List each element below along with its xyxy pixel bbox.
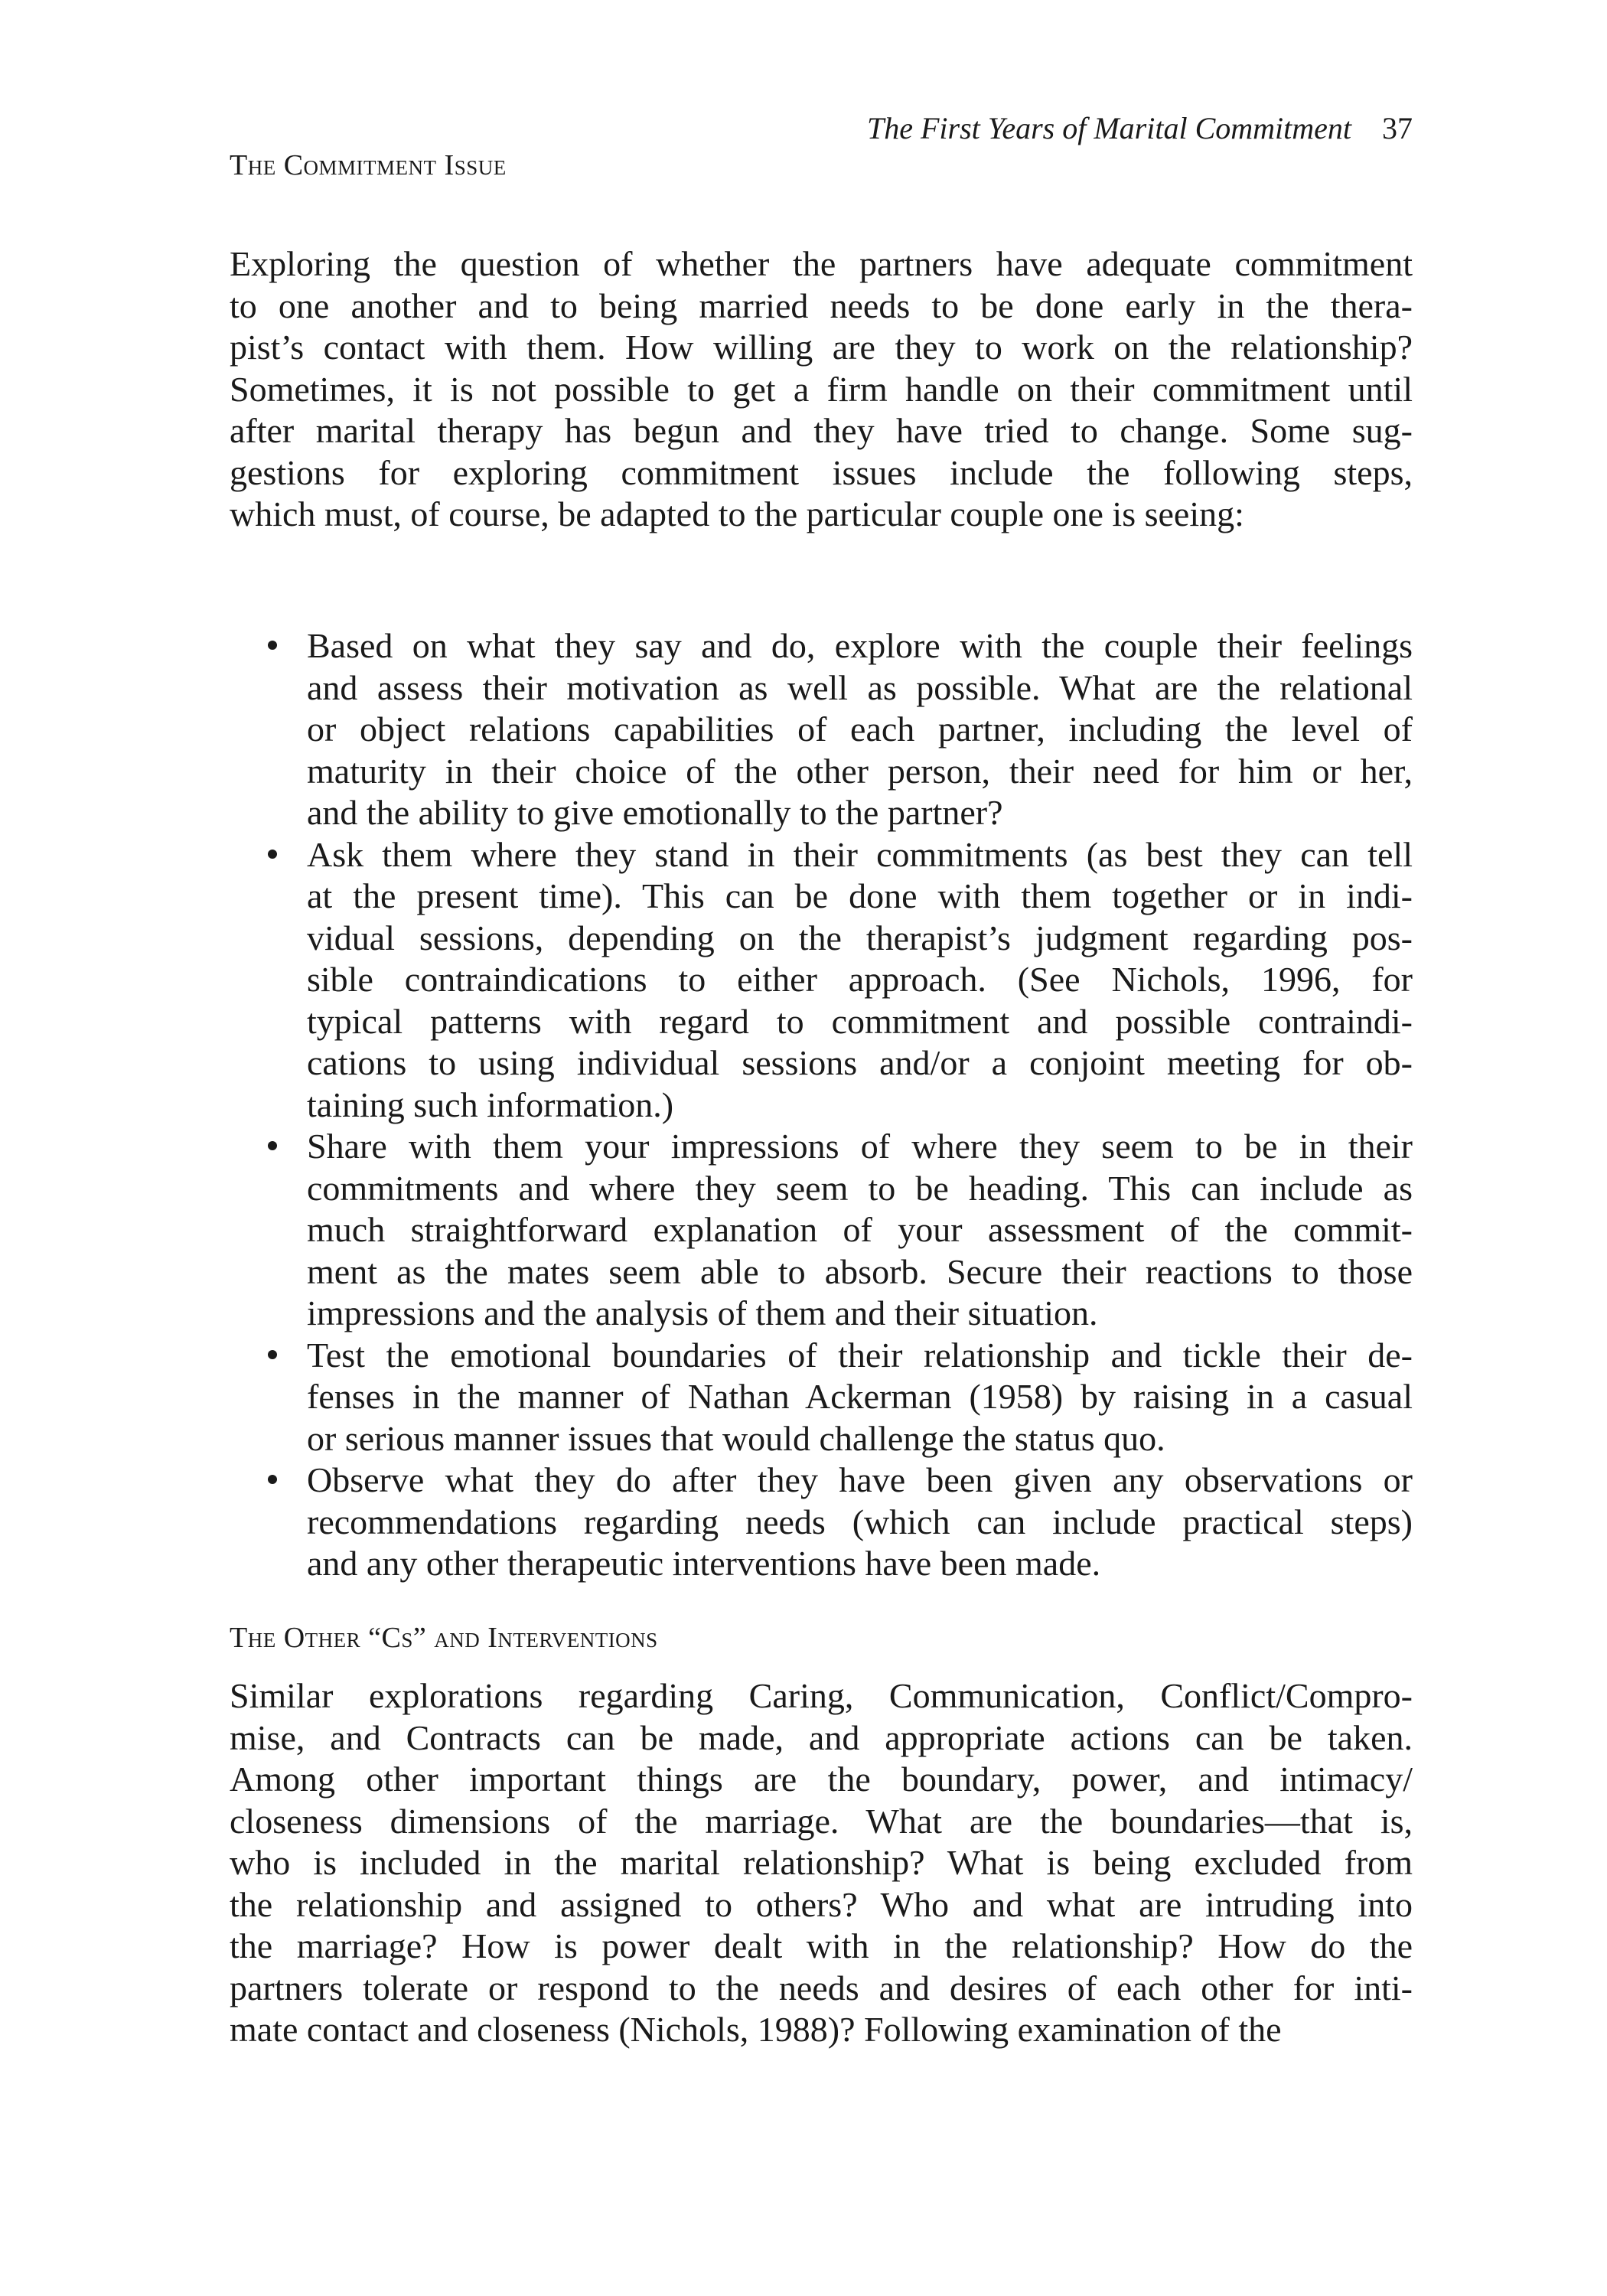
list-item [230, 1335, 1413, 1460]
text-line: to one another and to being married needs to be done early in the thera- [230, 285, 1413, 325]
text-line: gestions for exploring commitment issues include the following steps, [230, 452, 1413, 492]
list-item [230, 1126, 1413, 1335]
paragraph-commitment-intro [230, 243, 1413, 536]
text-line: much straightforward explanation of your assessment of the commit- [307, 1210, 1413, 1249]
running-head-title: The First Years of Marital Commitment [866, 111, 1351, 145]
bullet-icon [268, 1475, 277, 1484]
bullet-list-commitment-steps [230, 625, 1413, 1585]
text-line: at the present time). This can be done with them together or in indi- [307, 876, 1413, 915]
paragraph-other-cs [230, 1675, 1413, 2051]
section-heading-other-cs: The Other “Cs” and Interventions [230, 1622, 658, 1654]
text-line: or object relations capabilities of each partner, including the level of [307, 709, 1413, 748]
bullet-icon [268, 850, 277, 859]
text-line: Share with them your impressions of where they seem to be in their [307, 1127, 1413, 1166]
text-line: and the ability to give emotionally to the partner? [307, 793, 1003, 832]
text-line: ment as the mates seem able to absorb. Secure their reactions to those [307, 1251, 1413, 1291]
bullet-icon [268, 1350, 277, 1359]
text-line: Test the emotional boundaries of their relationship and tickle their de- [307, 1335, 1413, 1375]
bullet-icon [268, 641, 277, 650]
text-line: pist’s contact with them. How willing are they to work on the relationship? [230, 328, 1413, 367]
text-line: and any other therapeutic interventions have been made. [307, 1544, 1101, 1583]
text-line: Ask them where they stand in their commitments (as best they can tell [307, 834, 1413, 874]
section-heading-commitment-issue: The Commitment Issue [230, 149, 507, 181]
text-line: mise, and Contracts can be made, and appropriate actions can be taken. [230, 1717, 1413, 1757]
text-line: mate contact and closeness (Nichols, 1988)? Following examination of the [230, 2010, 1282, 2049]
text-line: Based on what they say and do, explore with the couple their feelings [307, 626, 1413, 665]
text-line: the marriage? How is power dealt with in the relationship? How do the [230, 1926, 1413, 1965]
text-line: the relationship and assigned to others? Who and what are intruding into [230, 1884, 1413, 1924]
list-item [230, 625, 1413, 834]
text-line: cations to using individual sessions and/or a conjoint meeting for ob- [307, 1043, 1413, 1082]
list-item [230, 834, 1413, 1127]
text-line: Sometimes, it is not possible to get a firm handle on their commitment until [230, 369, 1413, 409]
text-line: which must, of course, be adapted to the particular couple one is seeing: [230, 494, 1244, 533]
text-line: and assess their motivation as well as possible. What are the relational [307, 667, 1413, 707]
text-line: after marital therapy has begun and they have tried to change. Some sug- [230, 411, 1413, 450]
bullet-icon [268, 1141, 277, 1150]
text-line: Similar explorations regarding Caring, Communication, Conflict/Compro- [230, 1676, 1413, 1715]
text-line: typical patterns with regard to commitment and possible contraindi- [307, 1001, 1413, 1041]
text-line: fenses in the manner of Nathan Ackerman (1958) by raising in a casual [307, 1377, 1413, 1416]
text-line: commitments and where they seem to be heading. This can include as [307, 1168, 1413, 1208]
text-line: closeness dimensions of the marriage. What are the boundaries—that is, [230, 1801, 1413, 1841]
text-line: impressions and the analysis of them and their situation. [307, 1293, 1098, 1332]
text-line: vidual sessions, depending on the therapist’s judgment regarding pos- [307, 918, 1413, 957]
text-line: recommendations regarding needs (which can include practical steps) [307, 1502, 1413, 1541]
list-item [230, 1459, 1413, 1585]
text-line: taining such information.) [307, 1084, 674, 1124]
text-line: Observe what they do after they have been given any observations or [307, 1460, 1413, 1499]
text-line: who is included in the marital relationship? What is being excluded from [230, 1843, 1413, 1882]
text-line: sible contraindications to either approach. (See Nichols, 1996, for [307, 960, 1413, 999]
text-line: maturity in their choice of the other person, their need for him or her, [307, 751, 1413, 791]
text-line: or serious manner issues that would challenge the status quo. [307, 1418, 1165, 1458]
text-line: Exploring the question of whether the partners have adequate commitment [230, 244, 1413, 283]
text-line: Among other important things are the boundary, power, and intimacy/ [230, 1760, 1413, 1799]
text-line: partners tolerate or respond to the needs and desires of each other for inti- [230, 1968, 1413, 2007]
page-number: 37 [1382, 111, 1413, 145]
